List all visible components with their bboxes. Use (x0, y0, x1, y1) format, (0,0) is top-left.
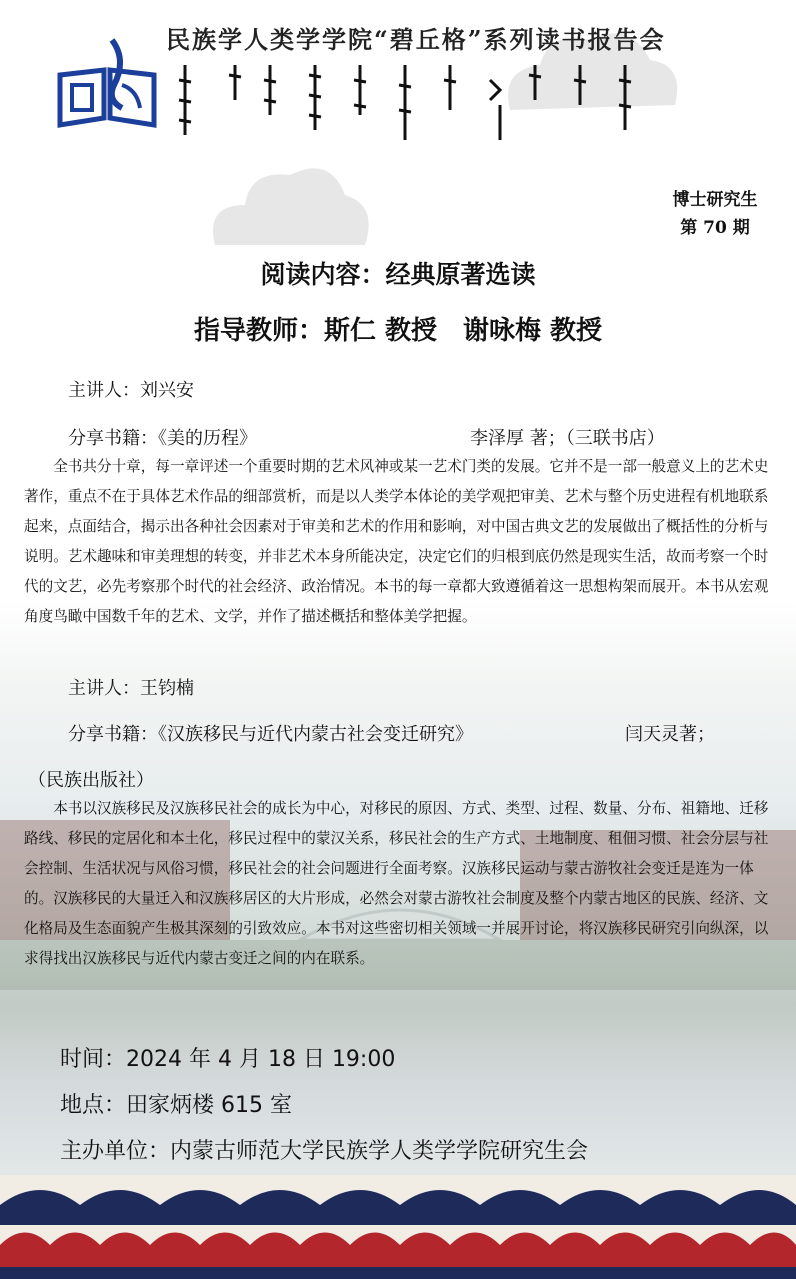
book-title-2: 分享书籍：《汉族移民与近代内蒙古社会变迁研究》 (68, 724, 473, 745)
book-author-2: 闫天灵著； (625, 724, 715, 745)
event-place: 地点：田家炳楼 615 室 (60, 1093, 292, 1118)
book-author-1: 李泽厚 著；（三联书店） (470, 428, 665, 449)
book-summary-2: 本书以汉族移民及汉族移民社会的成长为中心，对移民的原因、方式、类型、过程、数量、分布、祖籍地、迁移路线、移民的定居化和本土化，移民过程中的蒙汉关系，移民社会的生产方式、土地制度、租佃习惯、社会分层与社会控制、生活状况与风俗习惯，移民社会的社会问题进行全面考察。汉族移民运动与蒙古游牧社会变迁是连为一体的。汉族移民的大量迁入和汉族移居区的大片形成，必然会对蒙古游牧社会制度及整个内蒙古地区的民族、经济、文化格局及生态面貌产生极其深刻的引致效应。本书对这些密切相关领域一并展开讨论，将汉族移民研究引向纵深，以求得找出汉族移民与近代内蒙古变迁之间的内在联系。 (24, 800, 769, 967)
series-level: 博士研究生 (672, 190, 758, 210)
event-organizer: 主办单位：内蒙古师范大学民族学人类学学院研究生会 (60, 1139, 589, 1164)
book-logo-icon (52, 30, 162, 135)
series-info (660, 186, 770, 242)
speaker-1: 主讲人：刘兴安 (68, 380, 194, 401)
cloud-ornament (200, 150, 380, 260)
ornamental-border (0, 1175, 796, 1279)
event-time: 时间：2024 年 4 月 18 日 19:00 (60, 1047, 396, 1072)
book-title-1: 分享书籍：《美的历程》 (68, 428, 257, 449)
book-summary-1: 全书共分十章，每一章评述一个重要时期的艺术风神或某一艺术门类的发展。它并不是一部一般意义上的艺术史著作，重点不在于具体艺术作品的细部赏析，而是以人类学本体论的美学观把审美、艺术与整个历史进程有机地联系起来，点面结合，揭示出各种社会因素对于审美和艺术的作用和影响，对中国古典文艺的发展做出了概括性的分析与说明。艺术趣味和审美理想的转变，并非艺术本身所能决定，决定它们的归根到底仍然是现实生活，故而考察一个时代的文艺，必先考察那个时代的社会经济、政治情况。本书的每一章都大致遵循着这一思想构架而展开。本书从宏观角度鸟瞰中国数千年的艺术、文学，并作了描述概括和整体美学把握。 (24, 458, 769, 625)
book-publisher-2: （民族出版社） (28, 770, 154, 791)
advisors-heading: 指导教师：斯仁 教授 谢咏梅 教授 (193, 316, 603, 346)
series-issue: 第 70 期 (680, 218, 750, 238)
mongolian-script-decoration (175, 60, 655, 150)
header-title: 民族学人类学学院“碧丘格”系列读书报告会 (166, 25, 666, 54)
reading-content-heading: 阅读内容：经典原著选读 (260, 260, 536, 289)
speaker-2: 主讲人：王钧楠 (68, 678, 194, 699)
